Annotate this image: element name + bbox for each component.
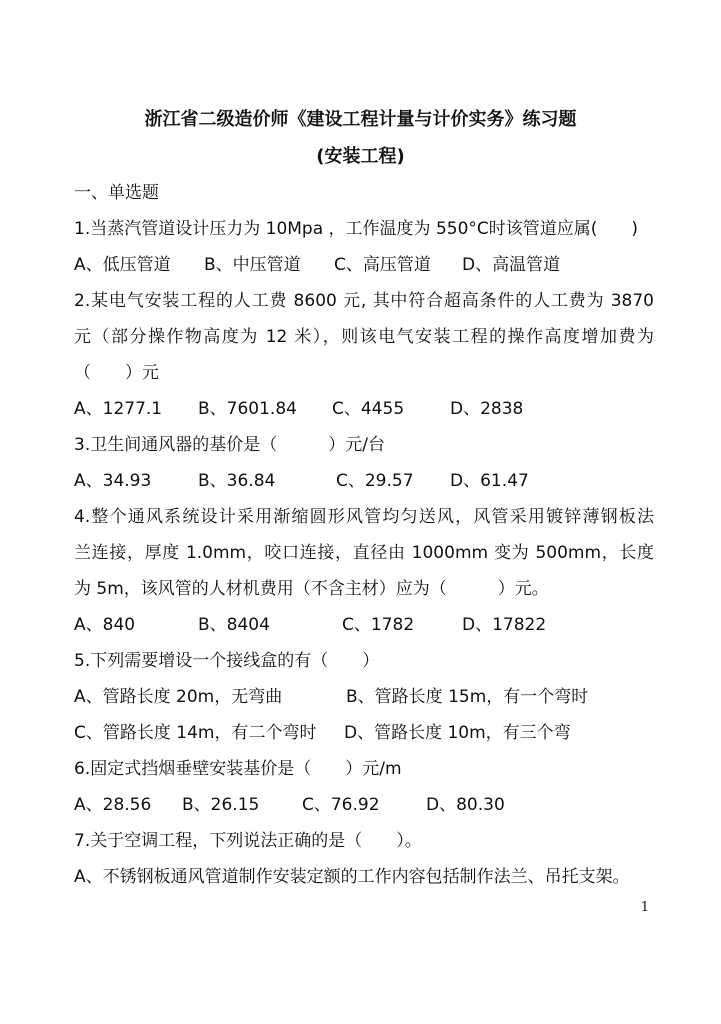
question-5-stem: 5.下列需要增设一个接线盒的有（ ） — [74, 651, 380, 671]
question-4-stem-line-2: 兰连接，厚度 1.0mm，咬口连接，直径由 1000mm 变为 500mm，长度 — [74, 543, 654, 563]
question-6-option-b: B、26.15 — [182, 795, 260, 815]
question-4-stem-line-1: 4.整个通风系统设计采用渐缩圆形风管均匀送风，风管采用镀锌薄钢板法 — [74, 507, 654, 527]
question-1-stem: 1.当蒸汽管道设计压力为 10Mpa ，工作温度为 550°C时该管道应属( ) — [74, 219, 639, 239]
question-2-option-d: D、2838 — [450, 399, 524, 419]
question-4-option-d: D、17822 — [462, 615, 547, 635]
question-3-option-b: B、36.84 — [198, 471, 276, 491]
document-subtitle: (安装工程) — [316, 146, 405, 167]
question-2-stem-line-1: 2.某电气安装工程的人工费 8600 元, 其中符合超高条件的人工费为 3870 — [74, 291, 654, 311]
question-2-option-c: C、4455 — [332, 399, 405, 419]
question-6-option-a: A、28.56 — [74, 795, 152, 815]
question-1-option-d: D、高温管道 — [462, 255, 561, 275]
question-2-stem-line-3: （ ）元 — [74, 363, 159, 383]
question-5-option-b: B、管路长度 15m，有一个弯时 — [346, 687, 589, 707]
document-title: 浙江省二级造价师《建设工程计量与计价实务》练习题 — [144, 109, 577, 130]
page-number: 1 — [640, 900, 649, 915]
question-1-option-c: C、高压管道 — [334, 255, 431, 275]
question-6-option-d: D、80.30 — [426, 795, 505, 815]
question-2-option-a: A、1277.1 — [74, 399, 163, 419]
question-7-stem: 7.关于空调工程，下列说法正确的是（ ）。 — [74, 831, 422, 851]
question-5-option-a: A、管路长度 20m，无弯曲 — [74, 687, 283, 707]
question-3-stem: 3.卫生间通风器的基价是（ ）元/台 — [74, 435, 385, 455]
question-6-option-c: C、76.92 — [302, 795, 380, 815]
question-2-stem-line-2: 元（部分操作物高度为 12 米），则该电气安装工程的操作高度增加费为 — [74, 327, 654, 347]
question-3-option-a: A、34.93 — [74, 471, 152, 491]
question-5-option-c: C、管路长度 14m，有二个弯时 — [74, 723, 317, 743]
question-1-option-b: B、中压管道 — [204, 255, 301, 275]
question-5-option-d: D、管路长度 10m，有三个弯 — [344, 723, 571, 743]
question-6-stem: 6.固定式挡烟垂壁安装基价是（ ）元/m — [74, 759, 402, 779]
question-4-stem-line-3: 为 5m，该风管的人材机费用（不含主材）应为（ ）元。 — [74, 579, 549, 599]
section-heading: 一、单选题 — [74, 183, 159, 203]
question-3-option-d: D、61.47 — [450, 471, 529, 491]
question-4-option-c: C、1782 — [342, 615, 415, 635]
question-7-option-a: A、不锈钢板通风管道制作安装定额的工作内容包括制作法兰、吊托支架。 — [74, 867, 630, 887]
question-4-option-b: B、8404 — [198, 615, 270, 635]
question-2-option-b: B、7601.84 — [198, 399, 297, 419]
question-4-option-a: A、840 — [74, 615, 136, 635]
question-1-option-a: A、低压管道 — [74, 255, 171, 275]
question-3-option-c: C、29.57 — [336, 471, 414, 491]
